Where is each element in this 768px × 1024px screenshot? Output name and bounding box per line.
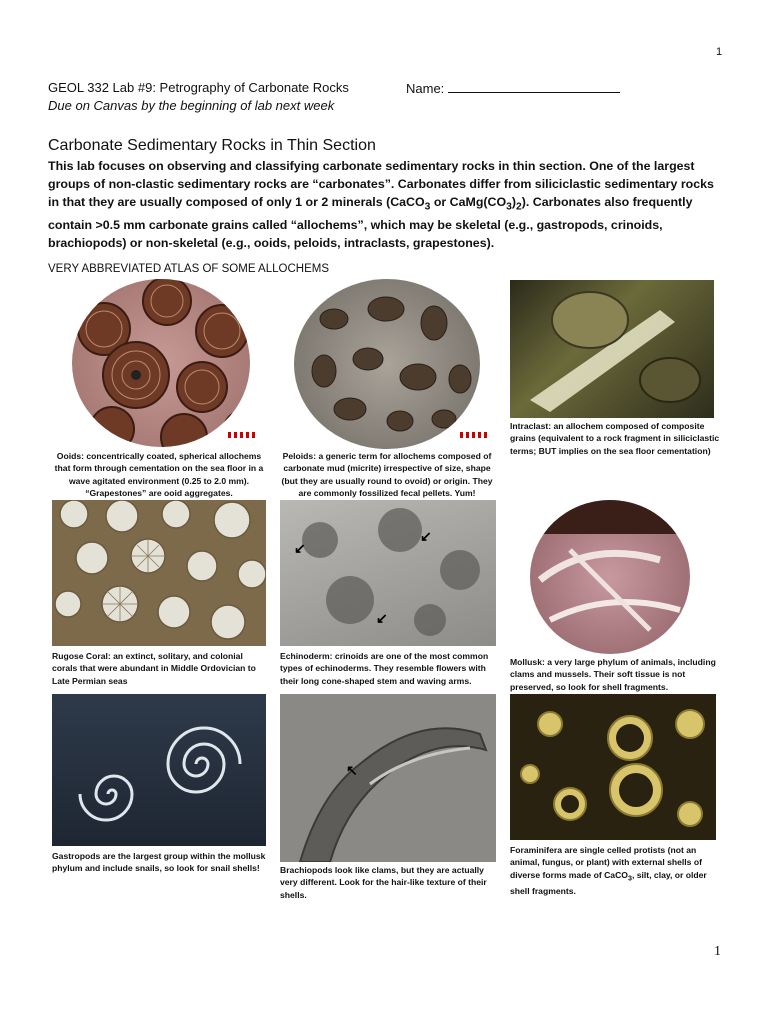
lab-title-rest: Petrography of Carbonate Rocks (155, 80, 349, 95)
intro-paragraph (48, 157, 728, 252)
rugose-coral-illustration (52, 500, 266, 646)
peloids-illustration (294, 279, 480, 449)
gastropods-illustration (52, 694, 266, 846)
echinoderm-caption: Echinoderm: crinoids are one of the most common types of echinoderms. They resemble flowers with their long cone-shaped stem and waving arms. (280, 651, 489, 686)
page-number-top: 1 (716, 46, 723, 58)
foraminifera-photo (510, 694, 716, 840)
intro-paren: ) (511, 195, 516, 209)
rugose-coral-photo (52, 500, 266, 646)
ooids-illustration (72, 279, 250, 447)
peloids-photo (294, 279, 480, 449)
brachiopods-illustration (280, 694, 496, 862)
name-blank-line (448, 80, 620, 93)
echinoderm-illustration (280, 500, 496, 646)
brachiopods-photo (280, 694, 496, 862)
intraclast-photo (510, 280, 714, 418)
foraminifera-caption-2: , silt, clay, or older shell fragments. (510, 869, 707, 896)
page-number-bottom: 1 (714, 944, 721, 959)
lab-title (48, 80, 349, 95)
mollusk-caption: Mollusk: a very large phylum of animals, including clams and mussels. Their soft tissue is not preserved, so look for shell fragments. (510, 657, 716, 692)
brachiopods-caption: Brachiopods look like clams, but they are actually very different. Look for the hair-like texture of their shells. (280, 865, 487, 900)
foraminifera-illustration (510, 694, 716, 840)
peloids-caption: Peloids: a generic term for allochems composed of carbonate mud (micrite) irrespective of size, shape (but they are usually round to ovoid) or origin. They are commonly fossilized fecal pellets. Yum! (281, 451, 493, 498)
intraclast-caption: Intraclast: an allochem composed of composite grains (equivalent to a rock fragment in siliciclastic terms; BUT implies on the sea floor cementation) (510, 421, 720, 456)
intro-text-3: ). Carbonates also frequently contain >0.5 mm carbonate grains called “allochems”, which may be skeletal (e.g., gastropods, crinoids, brachiopods) or non-skeletal (e.g., ooids, peloids, intraclasts, grapestones). (48, 195, 693, 251)
peloids-scalebar (460, 432, 490, 438)
due-date-note: Due on Canvas by the beginning of lab next week (48, 98, 335, 113)
lab-title-prefix: GEOL 332 Lab #9: (48, 80, 156, 95)
ooids-photo (72, 279, 250, 447)
brachiopods-arrow: ↖ (346, 762, 358, 778)
intraclast-illustration (510, 280, 714, 418)
intro-text-2: or CaMg(CO (430, 195, 507, 209)
intro-text-1: This lab focuses on observing and classifying carbonate sedimentary rocks in thin section. One of the largest groups of non-clastic sedimentary rocks are “carbonates”. Carbonates differ from siliciclastic sedimentary rocks in that they are usually composed of only 1 or 2 minerals (CaCO (48, 159, 714, 209)
intro-sub-2: 2 (516, 201, 522, 213)
rugose-coral-caption: Rugose Coral: an extinct, solitary, and colonial corals that were abundant in Middle Ordovician to Late Permian seas (52, 651, 256, 686)
foraminifera-caption (510, 844, 720, 897)
echinoderm-photo (280, 500, 496, 646)
section-heading: Carbonate Sedimentary Rocks in Thin Section (48, 137, 376, 154)
intro-sub-3b: 3 (506, 201, 512, 213)
mollusk-illustration (530, 500, 690, 654)
foraminifera-sub-3: 3 (627, 874, 632, 883)
name-field (406, 80, 620, 96)
intro-sub-3: 3 (424, 201, 431, 213)
ooids-caption: Ooids: concentrically coated, spherical allochems that form through cementation on the sea floor in a wave agitated environment (0.25 to 2.0 mm). “Grapestones” are ooid aggregates. (54, 451, 264, 498)
mollusk-photo (530, 500, 690, 654)
ooids-scalebar (228, 432, 258, 438)
echinoderm-arrow-3: ↙ (376, 610, 388, 626)
name-label: Name: (406, 81, 445, 96)
gastropods-photo (52, 694, 266, 846)
echinoderm-arrow-1: ↙ (294, 540, 306, 556)
gastropods-caption: Gastropods are the largest group within the mollusk phylum and include snails, so look for snail shells! (52, 851, 266, 874)
atlas-heading: VERY ABBREVIATED ATLAS OF SOME ALLOCHEMS (48, 263, 329, 275)
foraminifera-caption-1: Foraminifera are single celled protists (not an animal, fungus, or plant) with external shells of diverse forms made of CaCO (510, 845, 702, 880)
echinoderm-arrow-2: ↙ (420, 528, 432, 544)
